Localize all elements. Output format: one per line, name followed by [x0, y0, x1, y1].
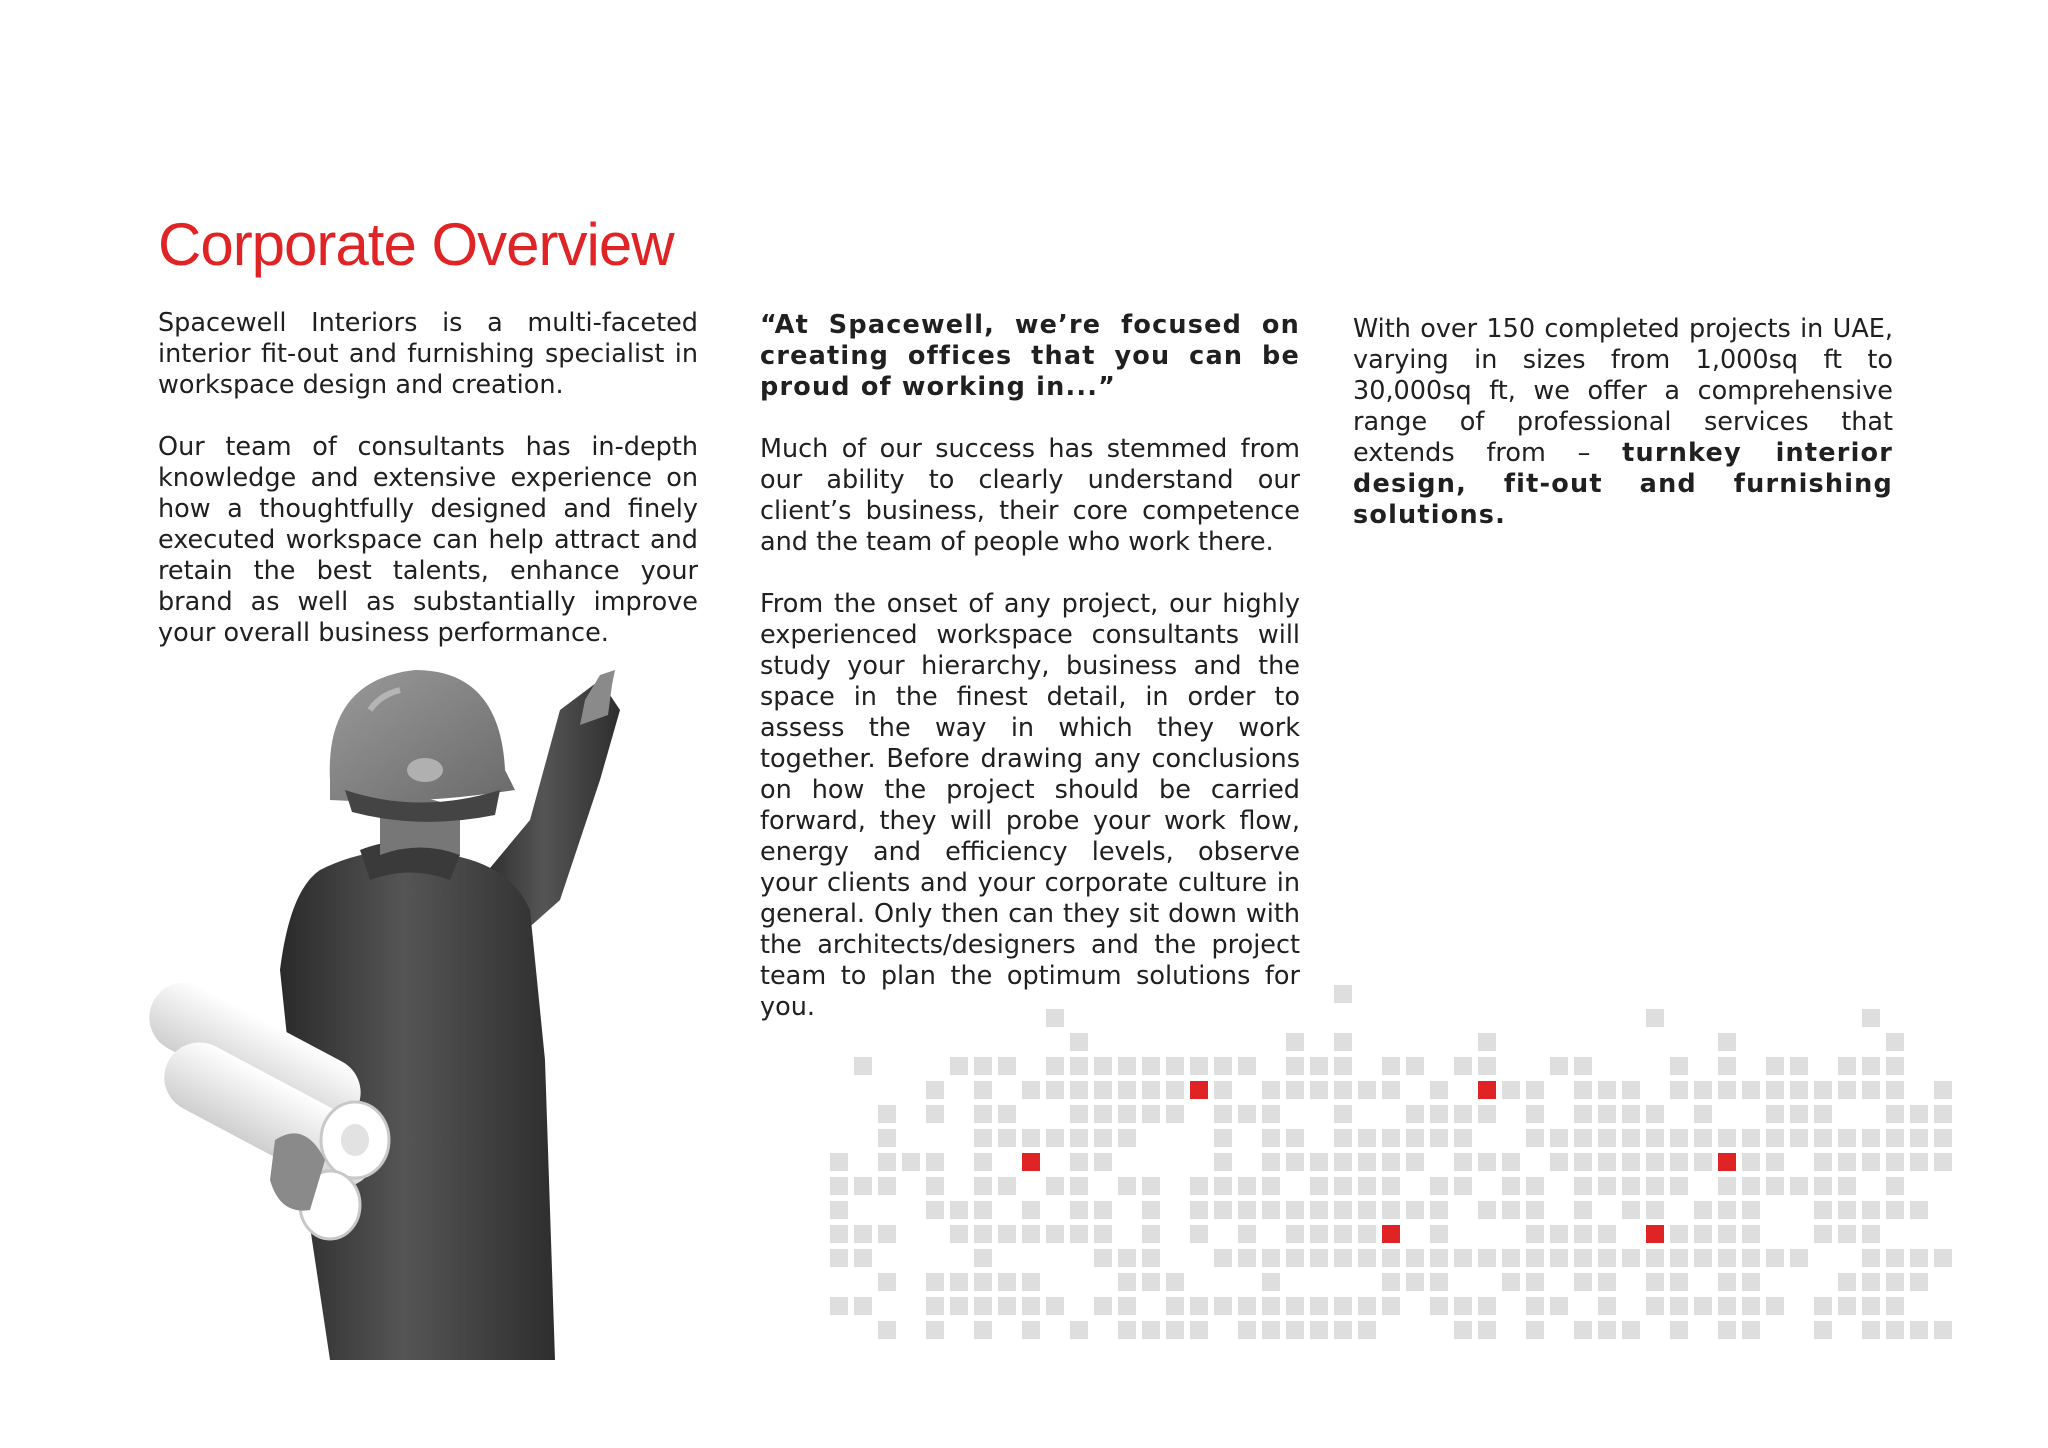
success-paragraph: Much of our success has stemmed from our ability to clearly understand our client’s business, their core competence and the team of people who work there.	[760, 434, 1300, 557]
intro-column	[158, 308, 698, 680]
company-quote: “At Spacewell, we’re focused on creating offices that you can be proud of working in...”	[760, 310, 1300, 402]
philosophy-column	[760, 310, 1300, 1054]
services-paragraph	[1353, 314, 1893, 531]
services-text: With over 150 completed projects in UAE, varying in sizes from 1,000sq ft to 30,000sq ft, we offer a comprehensive range of professional services that extends from –	[1353, 314, 1893, 468]
engineer-with-hardhat-pointing-icon	[130, 640, 710, 1360]
process-paragraph: From the onset of any project, our highly experienced workspace consultants will study your hierarchy, business and the space in the finest detail, in order to assess the way in which they work together. Before drawing any conclusions on how the project should be carried forward, they will probe your work flow, energy and efficiency levels, observe your clients and your corporate culture in general. Only then can they sit down with the architects/designers and the project team to plan the optimum solutions for you.	[760, 589, 1300, 1022]
services-highlight: turnkey interior design, fit-out and furnishing solutions.	[1353, 438, 1894, 530]
services-column	[1353, 314, 1893, 562]
team-paragraph: Our team of consultants has in-depth knowledge and extensive experience on how a thoughtfully designed and finely executed workspace can help attract and retain the best talents, enhance your brand as well as substantially improve your overall business performance.	[158, 432, 698, 648]
page-title: Corporate Overview	[158, 211, 674, 278]
square-tile-pattern-icon	[830, 985, 1980, 1355]
intro-paragraph: Spacewell Interiors is a multi-faceted interior fit-out and furnishing specialist in workspace design and creation.	[158, 308, 698, 400]
